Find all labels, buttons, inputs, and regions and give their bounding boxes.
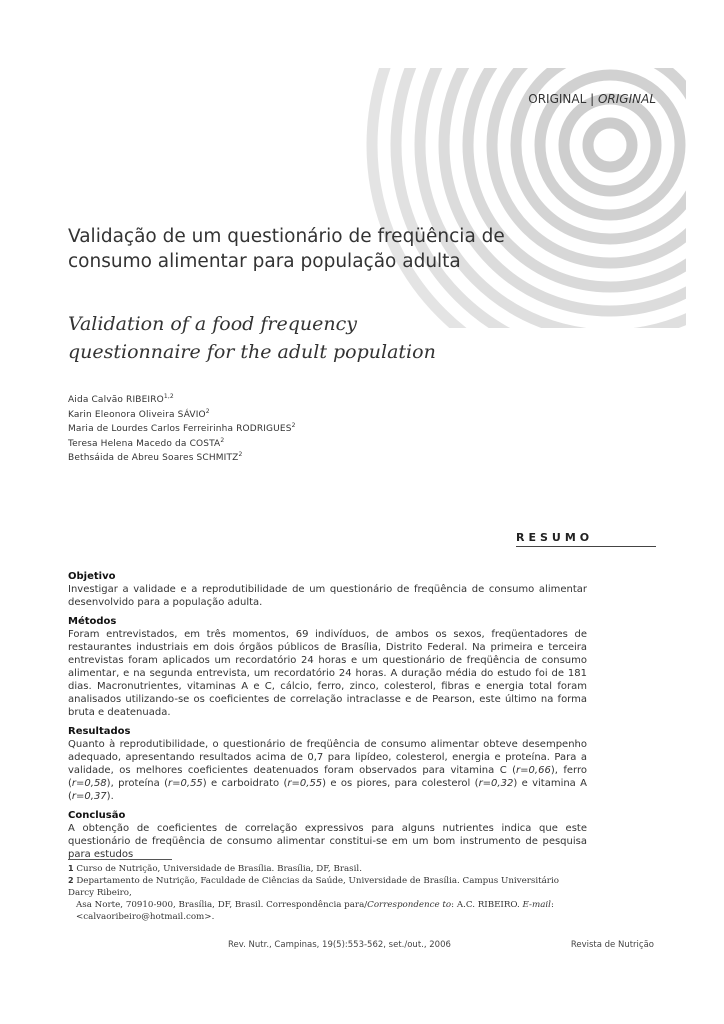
correlation-value: r=0,32 xyxy=(478,778,514,789)
decorative-ring xyxy=(492,27,724,263)
objetivo-heading: Objetivo xyxy=(68,571,116,582)
resumo-heading: RESUMO xyxy=(516,531,656,547)
resultados-text-part: ), proteína ( xyxy=(106,778,169,789)
conclusao-text: A obtenção de coeficientes de correlação expressivos para alguns nutrientes indica que este questionário de freqüência de consumo alimentar constitui-se em um bom instrumento de pesquisa para estudos xyxy=(68,823,587,860)
footnote-text: Departamento de Nutrição, Faculdade de Ciências da Saúde, Universidade de Brasília. Campus Universitário Darcy Ribeiro, xyxy=(68,876,559,898)
email-link[interactable]: <calvaoribeiro@hotmail.com>. xyxy=(76,912,215,922)
section-label-pt: ORIGINAL xyxy=(528,92,587,106)
article-title-pt: Validação de um questionário de freqüência de consumo alimentar para população adulta xyxy=(68,226,505,272)
footnote-2-continuation xyxy=(68,899,587,911)
author-affiliation: 2 xyxy=(291,422,296,430)
resultados-text-part: ) e os piores, para colesterol ( xyxy=(322,778,479,789)
resultados-text-part: ) e vitamina A ( xyxy=(68,778,587,802)
email-label: E-mail xyxy=(522,900,551,910)
footnotes xyxy=(68,863,587,923)
metodos-heading: Métodos xyxy=(68,616,117,627)
decorative-ring xyxy=(564,99,656,191)
section-label xyxy=(528,92,656,106)
correlation-value: r=0,66 xyxy=(516,765,551,776)
article-title-en: Validation of a food frequency questionnaire for the adult population xyxy=(68,313,436,363)
resultados-heading: Resultados xyxy=(68,726,131,737)
author-name: Teresa Helena Macedo da COSTA xyxy=(68,438,221,449)
footnote-text: : xyxy=(550,900,554,910)
resultados-text-part: ). xyxy=(106,791,114,802)
section-separator: | xyxy=(586,92,598,106)
resultados-text-part: ) e carboidrato ( xyxy=(202,778,288,789)
author-affiliation: 2 xyxy=(205,407,210,415)
correlation-value: r=0,58 xyxy=(71,778,107,789)
resultados-text-part: Quanto à reprodutibilidade, o questionário de freqüência de consumo alimentar obteve desempenho adequado, apresentando resultados acima de 0,7 para lipídeo, colesterol, energia e proteína. Para a validade, os melhores coeficientes deatenuados foram observados para vitamina C ( xyxy=(68,739,587,776)
footer-journal: Revista de Nutrição xyxy=(570,940,654,950)
footer-citation: Rev. Nutr., Campinas, 19(5):553-562, set./out., 2006 xyxy=(228,940,451,950)
conclusao-heading: Conclusão xyxy=(68,810,126,821)
author-item xyxy=(68,408,296,423)
resultados-text-part: ), ferro ( xyxy=(68,765,587,789)
metodos-text: Foram entrevistados, em três momentos, 69 indivíduos, de ambos os sexos, freqüentadores de restaurantes industriais em dois órgãos públicos de Brasília, Distrito Federal. Na primeira e terceira entrevistas foram aplicados um recordatório 24 horas e um questionário de freqüência de consumo alimentar, e na segunda entrevista, um recordatório 24 horas. A duração média do estudo foi de 181 dias. Macronutrientes, vitaminas A e C, cálcio, ferro, zinco, colesterol, fibras e energia total foram analisados utilizando-se os coeficientes de correlação intraclasse e de Pearson, este último na forma bruta e deatenuada. xyxy=(68,629,587,718)
author-item xyxy=(68,437,296,452)
footnote-divider xyxy=(68,859,172,860)
author-affiliation: 2 xyxy=(238,451,243,459)
resultados-text xyxy=(68,738,587,803)
objetivo-text: Investigar a validade e a reprodutibilidade de um questionário de freqüência de consumo alimentar desenvolvido para a população adulta. xyxy=(68,584,587,608)
footnote-2 xyxy=(68,875,587,899)
abstract xyxy=(68,570,587,867)
author-list xyxy=(68,393,296,466)
footnote-number: 2 xyxy=(68,876,74,885)
author-name: Karin Eleonora Oliveira SÁVIO xyxy=(68,409,206,420)
author-name: Maria de Lourdes Carlos Ferreirinha RODRIGUES xyxy=(68,424,292,435)
author-affiliation: 1,2 xyxy=(163,393,174,400)
author-item xyxy=(68,422,296,437)
author-name: Bethsáida de Abreu Soares SCHMITZ xyxy=(68,453,239,464)
author-name: Aida Calvão RIBEIRO xyxy=(68,395,164,405)
footnote-text: Asa Norte, 70910-900, Brasília, DF, Brasil. Correspondência para/ xyxy=(76,900,368,910)
author-affiliation: 2 xyxy=(220,436,225,444)
author-item xyxy=(68,393,296,408)
correlation-value: r=0,55 xyxy=(168,778,203,789)
author-item xyxy=(68,451,296,466)
footnote-text: Correspondence to xyxy=(367,900,452,910)
correlation-value: r=0,55 xyxy=(287,778,323,789)
correlation-value: r=0,37 xyxy=(71,791,107,802)
footnote-text: Curso de Nutrição, Universidade de Brasília. Brasília, DF, Brasil. xyxy=(76,864,362,874)
footnote-1 xyxy=(68,863,587,875)
footnote-text: : A.C. RIBEIRO. xyxy=(451,900,523,910)
footnote-number: 1 xyxy=(68,864,74,873)
decorative-ring xyxy=(588,123,632,167)
section-label-en: ORIGINAL xyxy=(597,92,656,106)
